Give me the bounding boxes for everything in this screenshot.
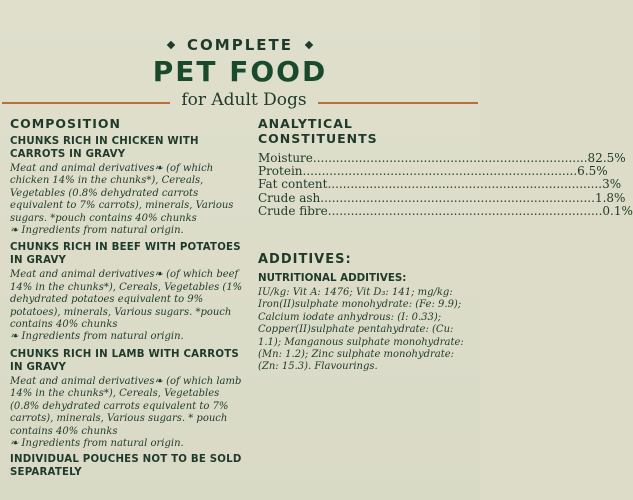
- complete-text: COMPLETE: [187, 36, 293, 54]
- constituent-value: 82.5%: [587, 151, 626, 165]
- additives-section: [258, 252, 472, 374]
- constituent-label: Crude fibre: [258, 203, 328, 218]
- section-body: Meat and animal derivatives❧ (of which lamb 14% in the chunks*), Cereals, Vegetables (0.8% dehydrated carrots equivalent to 7% carrots), minerals, Various sugars. * pouch contains 40% chunks: [10, 375, 242, 437]
- constituent-value: 3%: [602, 177, 622, 192]
- complete-row: [0, 36, 480, 56]
- diamond-icon: [167, 41, 175, 49]
- composition-title: COMPOSITION: [10, 116, 121, 131]
- dot-leader: ........................................................................: [320, 190, 595, 205]
- constituent-label: Crude ash: [258, 190, 321, 205]
- dot-leader: ........................................................................: [312, 151, 588, 165]
- composition-section-chicken: [10, 135, 248, 237]
- constituent-value: 0.1%: [602, 203, 633, 218]
- analytical-constituents: [258, 116, 633, 218]
- constituents-table: [258, 151, 633, 218]
- composition-column: [10, 116, 248, 481]
- constituent-row-ash: [258, 190, 626, 205]
- additives-body: IU/kg: Vit A: 1476; Vit D₃: 141; mg/kg: Iron(II)sulphate monohydrate: (Fe: 9.9); Calcium iodate anhydrous: (I: 0.33); Copper(II)sulphate pentahydrate: (Cu: 1.1); Manganous sulphate monohydrate: (Mn: 1.2); Zinc sulphate monohydrate: (Zn: 15.3). Flavourings.: [258, 287, 464, 373]
- section-heading: CHUNKS RICH IN CHICKEN WITH CARROTS IN GRAVY: [10, 136, 199, 160]
- constituent-label: Moisture: [258, 151, 313, 165]
- section-body: Meat and animal derivatives❧ (of which beef 14% in the chunks*), Cereals, Vegetables (1% dehydrated potatoes equivalent to 9% potatoes), minerals, Various sugars. *pouch contains 40% chunks: [10, 269, 243, 331]
- dot-leader: ........................................................................: [327, 177, 603, 192]
- natural-origin-note: ❧ Ingredients from natural origin.: [10, 331, 184, 343]
- additives-title: ADDITIVES:: [258, 252, 352, 267]
- analytical-title-line1: ANALYTICAL: [258, 116, 353, 131]
- decorative-rule: [2, 102, 170, 104]
- subtitle: for Adult Dogs: [181, 90, 307, 110]
- subtitle-row: [0, 90, 480, 112]
- nutritional-additives-title: NUTRITIONAL ADDITIVES:: [258, 272, 407, 284]
- analytical-title-line2: CONSTITUENTS: [258, 131, 378, 146]
- decorative-rule: [318, 102, 478, 104]
- constituent-value: 1.8%: [594, 190, 626, 205]
- constituent-row-fat: [258, 177, 622, 192]
- section-heading: CHUNKS RICH IN BEEF WITH POTATOES IN GRAVY: [10, 242, 241, 267]
- dot-leader: ........................................................................: [327, 203, 603, 218]
- section-heading: CHUNKS RICH IN LAMB WITH CARROTS IN GRAVY: [10, 348, 239, 373]
- composition-section-lamb: [10, 348, 248, 450]
- natural-origin-note: ❧ Ingredients from natural origin.: [10, 225, 184, 237]
- pet-food-title: PET FOOD: [152, 55, 328, 88]
- constituent-label: Fat content: [258, 177, 328, 192]
- natural-origin-note: ❧ Ingredients from natural origin.: [10, 437, 184, 449]
- composition-section-beef: [10, 241, 248, 343]
- diamond-icon: [305, 41, 313, 49]
- pouch-notice: INDIVIDUAL POUCHES NOT TO BE SOLD SEPARATELY: [10, 454, 242, 479]
- dot-leader: ........................................................................: [302, 164, 578, 179]
- constituent-row-fibre: [258, 203, 633, 218]
- constituent-value: 6.5%: [577, 164, 608, 179]
- constituent-label: Protein: [258, 164, 303, 179]
- section-body: Meat and animal derivatives❧ (of which chicken 14% in the chunks*), Cereals, Vegetables (0.8% dehydrated carrots equivalent to 7% carrots), minerals, Various sugars. *pouch contains 40% chunks: [10, 163, 234, 224]
